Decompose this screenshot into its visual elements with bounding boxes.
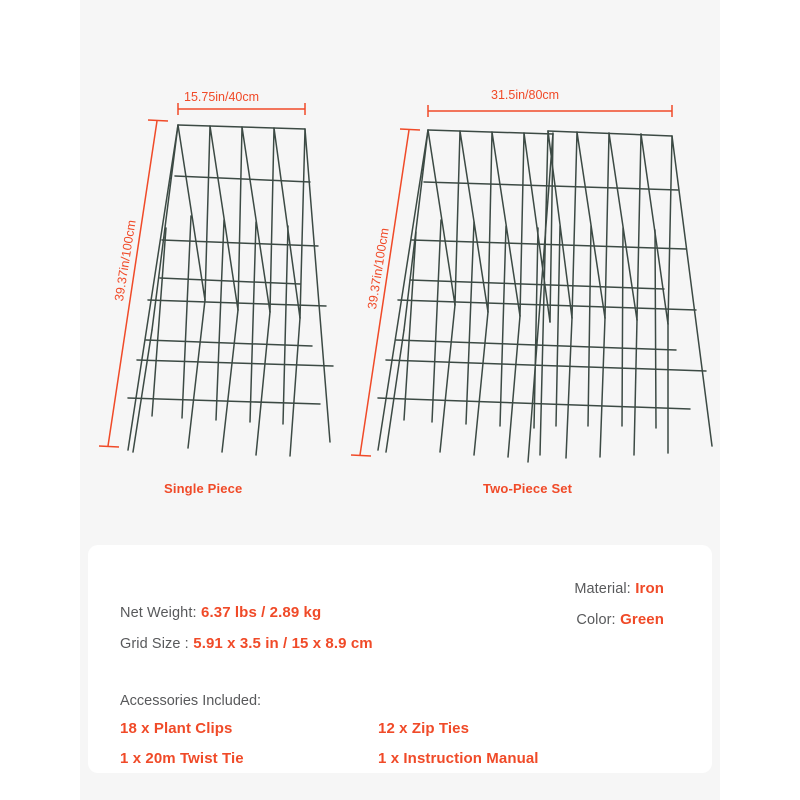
color-value: Green xyxy=(620,611,664,629)
double-width-label: 31.5in/80cm xyxy=(491,88,560,102)
accessory-item: 1 x 20m Twist Tie xyxy=(120,750,244,767)
grid-size-label: Grid Size : xyxy=(120,636,189,653)
single-width-dimension xyxy=(178,103,305,115)
accessories-heading: Accessories Included: xyxy=(120,693,262,709)
accessory-item: 1 x Instruction Manual xyxy=(378,750,539,767)
specification-card xyxy=(88,545,712,773)
color-label: Color: xyxy=(576,612,616,629)
net-weight-value: 6.37 lbs / 2.89 kg xyxy=(201,604,322,621)
double-height-dimension xyxy=(351,129,420,456)
single-piece-caption: Single Piece xyxy=(164,481,243,496)
double-width-dimension xyxy=(428,105,672,117)
two-piece-set-caption: Two-Piece Set xyxy=(483,481,573,496)
double-height-label: 39.37in/100cm xyxy=(365,226,392,311)
color-row xyxy=(574,604,664,635)
single-width-label: 15.75in/40cm xyxy=(184,90,260,104)
material-label: Material: xyxy=(574,581,631,597)
grid-size-row xyxy=(120,628,373,659)
material-color-group xyxy=(574,573,664,635)
single-height-label: 39.37in/100cm xyxy=(112,218,139,303)
single-piece-trellis xyxy=(128,125,333,456)
weight-grid-group xyxy=(120,597,373,659)
net-weight-label: Net Weight: xyxy=(120,605,197,621)
net-weight-row xyxy=(120,597,373,628)
two-piece-trellis xyxy=(378,130,712,462)
accessory-item: 12 x Zip Ties xyxy=(378,720,470,737)
material-value: Iron xyxy=(635,580,664,597)
accessories-list xyxy=(120,720,660,767)
grid-size-value: 5.91 x 3.5 in / 15 x 8.9 cm xyxy=(193,635,373,653)
accessory-item: 18 x Plant Clips xyxy=(120,720,233,737)
material-row xyxy=(574,573,664,604)
